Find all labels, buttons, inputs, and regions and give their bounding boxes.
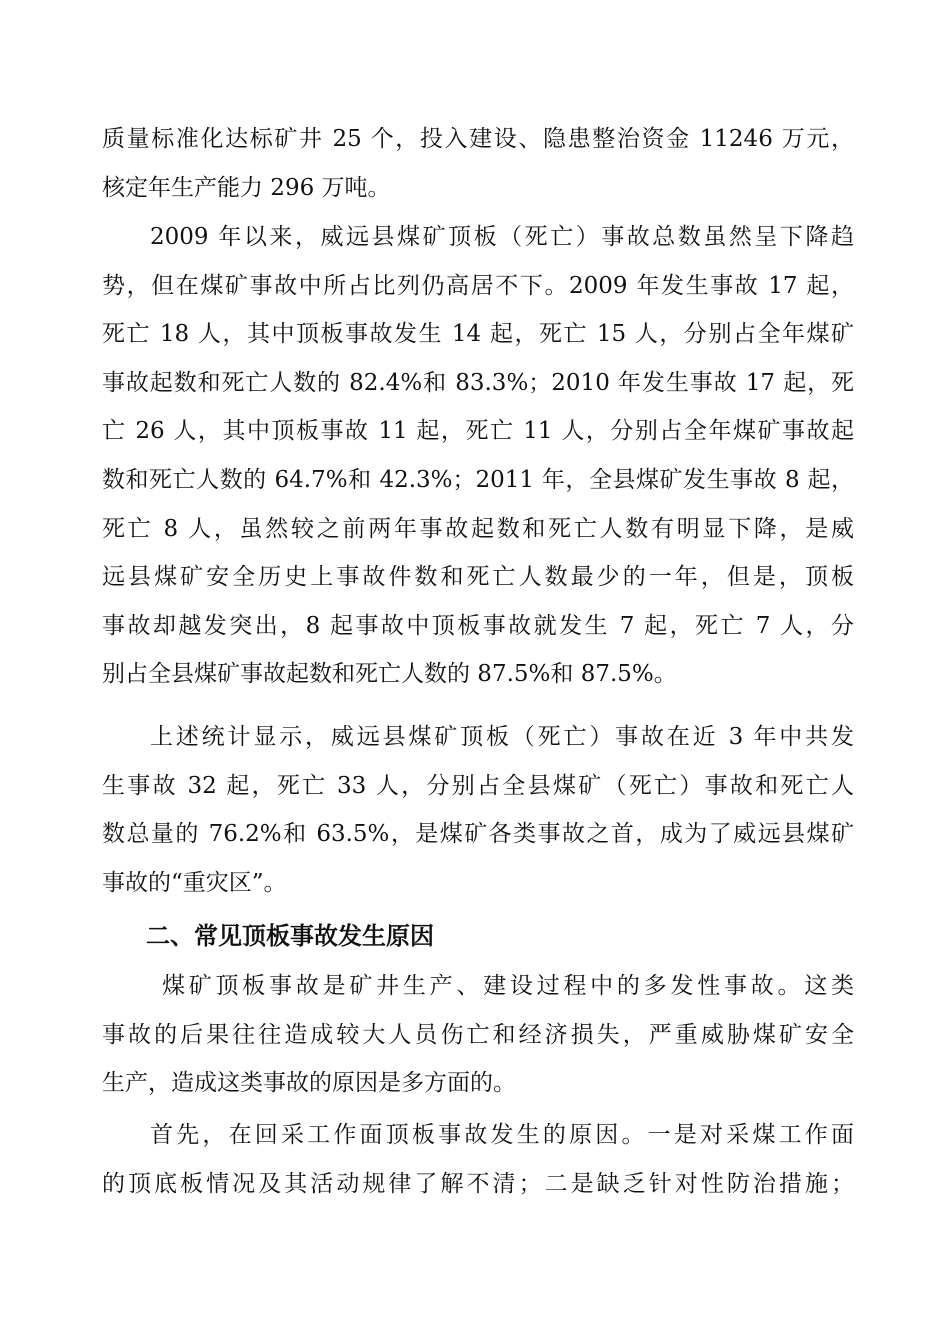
text-line: 别占全县煤矿事故起数和死亡人数的 87.5%和 87.5%。 bbox=[102, 661, 677, 688]
text-line: 数和死亡人数的 64.7%和 42.3%；2011 年，全县煤矿发生事故 8 起， bbox=[102, 466, 854, 493]
text-line: 上述统计显示，威远县煤矿顶板（死亡）事故在近 3 年中共发 bbox=[150, 724, 854, 750]
text-line: 首先，在回采工作面顶板事故发生的原因。一是对采煤工作面 bbox=[150, 1122, 854, 1148]
text-line: 死亡 18 人，其中顶板事故发生 14 起，死亡 15 人，分别占全年煤矿 bbox=[102, 321, 854, 348]
text-line: 生事故 32 起，死亡 33 人，分别占全县煤矿（死亡）事故和死亡人 bbox=[102, 772, 854, 799]
text-line: 数总量的 76.2%和 63.5%，是煤矿各类事故之首，成为了威远县煤矿 bbox=[102, 821, 854, 848]
text-line: 生产，造成这类事故的原因是多方面的。 bbox=[102, 1070, 516, 1097]
text-line: 煤矿顶板事故是矿井生产、建设过程中的多发性事故。这类 bbox=[162, 973, 854, 999]
paragraph-statistics bbox=[102, 213, 854, 699]
text-line: 事故的后果往往造成较大人员伤亡和经济损失，严重威胁煤矿安全 bbox=[102, 1021, 854, 1048]
text-line: 质量标准化达标矿井 25 个，投入建设、隐患整治资金 11246 万元， bbox=[102, 126, 854, 152]
text-line: 的顶底板情况及其活动规律了解不清；二是缺乏针对性防治措施； bbox=[102, 1170, 854, 1197]
section-heading: 二、常见顶板事故发生原因 bbox=[146, 922, 434, 950]
text-line: 事故起数和死亡人数的 82.4%和 83.3%；2010 年发生事故 17 起，死 bbox=[102, 369, 854, 396]
text-line: 核定年生产能力 296 万吨。 bbox=[102, 174, 391, 201]
text-line: 事故却越发突出，8 起事故中顶板事故就发生 7 起，死亡 7 人，分 bbox=[102, 612, 854, 639]
text-line: 势，但在煤矿事故中所占比列仍高居不下。2009 年发生事故 17 起， bbox=[102, 272, 854, 299]
paragraph-causes-intro bbox=[102, 962, 854, 1108]
paragraph-continuation bbox=[102, 115, 854, 212]
text-line: 远县煤矿安全历史上事故件数和死亡人数最少的一年，但是，顶板 bbox=[102, 564, 854, 591]
text-line: 死亡 8 人，虽然较之前两年事故起数和死亡人数有明显下降，是威 bbox=[102, 515, 854, 542]
text-line: 亡 26 人，其中顶板事故 11 起，死亡 11 人，分别占全年煤矿事故起 bbox=[102, 418, 854, 445]
paragraph-working-face bbox=[102, 1111, 854, 1208]
text-line: 事故的“重灾区”。 bbox=[102, 869, 287, 896]
text-line: 2009 年以来，威远县煤矿顶板（死亡）事故总数虽然呈下降趋 bbox=[150, 224, 854, 250]
paragraph-summary bbox=[102, 713, 854, 907]
